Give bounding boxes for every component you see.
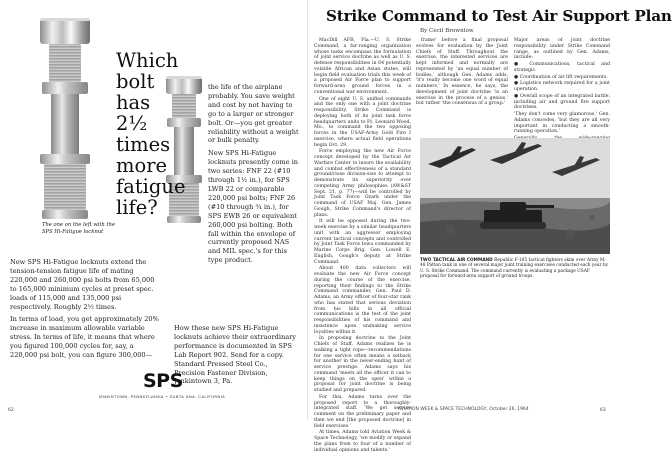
ad-body-paragraph-3: How these new SPS Hi-Fatigue locknuts achieve their extraordinary performance is documented in SPS Lab Report 902. Send for a copy. Standard Pressed Steel Co., Precision Fastener Division, Jenkintown 3, Pa.	[174, 324, 297, 386]
locknut-base	[42, 210, 88, 219]
sps-logo: SPS	[143, 370, 183, 392]
bolt-caption: The one on the left with the SPS Hi-Fatigue locknut	[42, 222, 116, 235]
article-paragraph: MacDill AFB, Fla.—U. S. Strike Command, a far-ranging organization whose tasks encompass the formulation of joint service doctrine as well as U. S. defense responsibilities in 64 potentially volatile African and Asian states, will begin field evaluation trials this week of a proposed Air Force plan to support forward-area ground forces in a conventional war environment.	[314, 38, 411, 95]
locknut-bolt-image	[40, 18, 90, 223]
article-bullet: ● Coordination of air lift requirements.	[514, 74, 608, 80]
photo-illustration	[420, 138, 610, 254]
locknut-collar	[40, 154, 90, 164]
article-bullet: ● Overall scope of an integrated battle, including air and ground fire support doctrines.	[514, 93, 610, 111]
article-column-2	[416, 38, 508, 108]
bolt-collar	[42, 82, 88, 94]
ad-body-paragraph-2: In terms of load, you get approximately 20% increase in maximum allowable variable stress. In terms of life, it means that where you figured 100,000 cycles for, say, a 220,000 psi bolt, you can figure 300,000—	[10, 315, 159, 360]
article-paragraph: Force employing the new Air Force concept developed by the Tactical Air Warfare Center to insure the availability and combat effectiveness of a standard ground/close division-size to attempt to demonstrate its superiority over competing Army philosophies (AW&ST Sept. 21, p. 77)—will be controlled by Joint Task Force Ozark under the command of USAF Maj. Gen. James Gough, Strike Command's director of plans.	[314, 149, 411, 218]
bolt-thread-upper	[49, 44, 81, 82]
magazine-footer: AVIATION WEEK & SPACE TECHNOLOGY, October 26, 1964	[398, 407, 529, 412]
article-paragraph: It will be opposed during the two-week exercise by a similar headquarters unit with an aggressor employing current tactical concepts and controlled by Joint Task Force Iowa commanded by Marine Corps Brig. Gen. Lowell E. English, Gough's deputy at Strike Command.	[314, 219, 411, 265]
article-paragraph: 'They don't come very glamorous,' Gen. Adams concedes, 'but they are all very important in conducting a smooth-running operation.'	[514, 112, 610, 135]
article-page	[308, 0, 672, 453]
page-number-left: 62	[8, 408, 14, 413]
ad-right-paragraph-2: New SPS Hi-Fatigue locknuts presently come in two series: FNF 22 (#10 through 1½ in.), for SPS LWB 22 or comparable 220,000 psi bolts; FNF 26 (#10 through ¾ in.), for SPS EWB 26 or equivalent 260,000 psi bolting. Both fall within the envelope of currently proposed NAS and MIL spec.'s for this type product.	[208, 149, 299, 265]
bolt-head-icon	[40, 18, 90, 44]
article-paragraph: For this, Adams turns over the proposed report to a thoroughly-integrated staff. 'We get service comment on the preliminary paper and then we end [the proposed doctrine] in field exercises.'	[314, 394, 411, 429]
ad-headline: Which bolt has 2½ times more fatigue life?	[116, 49, 186, 219]
photo-caption-label: TWO TACTICAL AIR COMMAND	[420, 258, 493, 263]
article-paragraph: Major areas of joint doctrine responsibility under Strike Command range, as outlined by Gen. Adams, include:	[514, 38, 610, 61]
article-column-1	[314, 38, 411, 454]
bolt-shank	[51, 94, 79, 154]
locknut-thread	[44, 164, 86, 210]
ad-right-paragraph-1: the life of the airplane probably. You save weight and cost by not having to go to a larger or stronger bolt. Or—you get greater reliability without a weight or bulk penalty.	[208, 83, 299, 145]
page-number-right: 63	[600, 408, 606, 413]
article-paragraph: One of eight U. S. unified commands and the only one with a joint doctrine responsibility, Strike Command is deploying both of its joint task force headquarters units to Ft. Leonard Wood, Mo., to command the two opposing forces in the USAF-Army Gold Fire I exercise, where actual field operations begin Oct. 29.	[314, 96, 411, 148]
article-paragraph: At times, Adams told Aviation Week & Space Technology, 'we modify or expand the plans from to four of a number of individual opinions and talents.'	[314, 430, 411, 453]
article-paragraph: About 400 data collectors will evaluate the new Air Force concept during the course of the exercise, reporting their findings to the Strike Command commander, Gen. Paul D. Adams, an Army officer of four-star rank who has stated that serious deviation from his bills in all official communications is the test of the joint responsibilities of his command and insistence upon unshaking service loyalties within it.	[314, 266, 411, 335]
article-paragraph: frame' before a final proposal evolves for evaluation by the Joint Chiefs of Staff. Throughout the exercise, the interested services are kept informed and normally are represented by 'an equal number of bodies,' although Gen. Adams adds, 'it's really become one word of equal numbers.' In essence, he says, the development of joint doctrine 'is an exercise in the process of a genius,' but rather 'the consensus of a group.'	[416, 38, 508, 107]
ad-body-column-1	[10, 258, 160, 364]
article-paragraph: In proposing doctrine to the Joint Chiefs of Staff, Adams realizes he is walking a tight rope—recommendations for one service often means a setback for another in the never-ending hunt of service prestige. Adams says his command 'meets all the officer it can to keep things on the open' within a proposal for joint doctrine is being studied and prepared.	[314, 336, 411, 393]
ad-body-paragraph-1: New SPS Hi-Fatigue locknuts extend the tension-tension fatigue life of mating 220,000 and 260,000 psi bolts from 65,000 to 165,000 minimum cycles at preset spec. loads of 115,000 and 135,000 psi respectively. Roughly 2½ times.	[10, 258, 155, 311]
photo-caption	[420, 258, 610, 279]
ad-page	[0, 0, 308, 420]
photo-caption-text: Republic F-105 tactical fighters skim over Army M-48 Patton tank in one of several major joint training exercises conducted each year by U. S. Strike Command. The command currently is evaluating a package USAF proposal for forward-area support of ground troops.	[420, 258, 609, 279]
article-bullet: ● Logistics network required for a joint operation.	[514, 81, 610, 92]
ad-body-column-2	[174, 324, 300, 390]
article-headline: Strike Command to Test Air Support Plan	[326, 7, 672, 25]
ad-right-column	[208, 83, 300, 269]
sps-logo-locations: JENKINTOWN, PENNSYLVANIA • SANTA ANA, CALIFORNIA	[98, 394, 226, 399]
jets-over-tank-photo	[420, 138, 610, 254]
article-byline: By Cecil Brownlow	[420, 28, 474, 34]
article-bullet: ● Communications, tactical and strategic.	[514, 62, 610, 73]
